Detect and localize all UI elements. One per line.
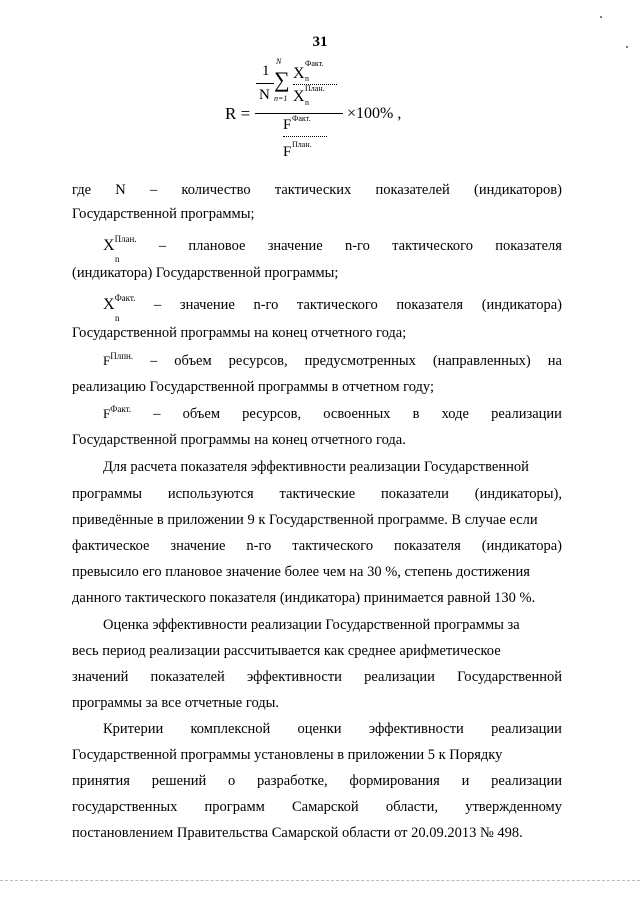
f-fact-def-sup: Факт. bbox=[110, 404, 132, 414]
para-word: реализации bbox=[491, 773, 562, 789]
def-fplan-line1 bbox=[103, 352, 562, 371]
para1-line5: превысило его плановое значение более чем на 30 %, степень достижения bbox=[72, 564, 530, 580]
para-word: комплексной bbox=[190, 721, 271, 737]
def-word: показателя bbox=[396, 297, 464, 313]
para-word: Критерии bbox=[103, 721, 164, 737]
formula-n-denominator: N bbox=[259, 87, 270, 103]
formula-small-fraction-bar bbox=[256, 83, 274, 84]
scan-bottom-edge bbox=[0, 880, 640, 881]
para-word: государственных bbox=[72, 799, 178, 815]
def-word: в bbox=[412, 406, 420, 422]
para-word: Государственной bbox=[457, 669, 562, 685]
para1-line6: данного тактического показателя (индикатора) принимается равной 130 %. bbox=[72, 590, 536, 606]
def-word: тактического bbox=[392, 238, 473, 254]
para-word: значений bbox=[72, 669, 129, 685]
def-word: тактического bbox=[296, 297, 378, 313]
para2-line4: программы за все отчетные годы. bbox=[72, 695, 280, 711]
para-word: (индикатора) bbox=[481, 538, 562, 554]
def-word: предусмотренных bbox=[304, 353, 416, 369]
para1-line4 bbox=[72, 537, 562, 555]
def-n-line2: Государственной программы; bbox=[72, 206, 255, 222]
x-fact-def-sup: Факт. bbox=[114, 293, 136, 303]
def-xplan-line2: (индикатора) Государственной программы; bbox=[72, 265, 339, 281]
f-fact-symbol: F bbox=[283, 117, 292, 133]
def-word: объем bbox=[174, 353, 212, 369]
formula-one: 1 bbox=[262, 63, 270, 79]
def-word: количество bbox=[181, 182, 251, 198]
para-word: показателя bbox=[394, 538, 461, 554]
para-word: тактические bbox=[279, 486, 356, 502]
para-word: оценки bbox=[297, 721, 342, 737]
para-word: показатели bbox=[381, 486, 449, 502]
scan-speck bbox=[600, 16, 602, 18]
para-word: реализации bbox=[491, 721, 562, 737]
def-xfact-line1 bbox=[103, 293, 562, 323]
f-plan-symbol: F bbox=[283, 144, 292, 160]
para-word: программы bbox=[72, 486, 142, 502]
para3-line2: Государственной программы установлены в приложении 5 к Порядку bbox=[72, 747, 503, 763]
def-xfact-line2: Государственной программы на конец отчетного года; bbox=[72, 325, 407, 341]
f-fact-def-symbol bbox=[103, 405, 131, 424]
def-ffact-line1 bbox=[103, 405, 562, 424]
para1-line1: Для расчета показателя эффективности реализации Государственной bbox=[103, 459, 529, 475]
x-plan-def-sup: План. bbox=[114, 234, 137, 244]
x-fact-sub: n bbox=[305, 74, 309, 83]
f-plan-def-symbol bbox=[103, 352, 133, 371]
def-gde: где bbox=[72, 182, 92, 198]
para-word: Самарской bbox=[292, 799, 359, 815]
def-word: (индикатора) bbox=[481, 297, 562, 313]
para-word: эффективности bbox=[368, 721, 464, 737]
def-word: n-го bbox=[253, 297, 279, 313]
para3-line3 bbox=[72, 772, 562, 790]
x-letter: X bbox=[103, 296, 115, 313]
def-word: (индикаторов) bbox=[473, 182, 562, 198]
para3-line5: постановлением Правительства Самарской области от 20.09.2013 № 498. bbox=[72, 825, 523, 841]
x-plan-symbol: X bbox=[293, 88, 305, 105]
def-word: объем bbox=[182, 406, 221, 422]
def-word: (направленных) bbox=[432, 353, 531, 369]
para-word: показателей bbox=[150, 669, 225, 685]
f-fact-sup: Факт. bbox=[292, 114, 311, 123]
x-fact-def-sub: n bbox=[115, 313, 120, 323]
para-word: разработке, bbox=[257, 773, 328, 789]
para-word: (индикаторы), bbox=[474, 486, 562, 502]
para-word: о bbox=[228, 773, 236, 789]
para-word: утвержденному bbox=[465, 799, 562, 815]
x-plan-def-sub: n bbox=[115, 254, 120, 264]
para-word: принятия bbox=[72, 773, 130, 789]
def-word: ресурсов, bbox=[242, 406, 302, 422]
para-word: значение bbox=[170, 538, 226, 554]
def-word: показателей bbox=[375, 182, 450, 198]
f-letter: F bbox=[103, 353, 111, 368]
para-word: n-го bbox=[246, 538, 272, 554]
para-word: решений bbox=[151, 773, 207, 789]
page-number: 31 bbox=[312, 34, 328, 50]
para3-line1 bbox=[103, 720, 562, 738]
para-word: и bbox=[461, 773, 470, 789]
def-word: тактических bbox=[274, 182, 352, 198]
def-word: – bbox=[153, 406, 161, 422]
para3-line4 bbox=[72, 798, 562, 816]
def-word: на bbox=[547, 353, 562, 369]
para2-line1: Оценка эффективности реализации Государственной программы за bbox=[103, 617, 520, 633]
para1-line3: приведённые в приложении 9 к Государственной программе. В случае если bbox=[72, 512, 538, 528]
para-word: программ bbox=[204, 799, 265, 815]
def-n-line1 bbox=[72, 181, 562, 199]
def-word: значение bbox=[179, 297, 235, 313]
def-word: n-го bbox=[344, 238, 370, 254]
para-word: области, bbox=[385, 799, 438, 815]
para2-line2: весь период реализации рассчитывается как среднее арифметическое bbox=[72, 643, 501, 659]
scan-speck bbox=[626, 46, 628, 48]
def-word: – bbox=[158, 238, 167, 254]
sigma-icon: ∑ bbox=[274, 67, 290, 92]
formula-lhs: R = bbox=[225, 104, 251, 123]
def-word: – bbox=[154, 297, 162, 313]
para-word: формирования bbox=[349, 773, 440, 789]
sigma-lower-limit: n=1 bbox=[274, 94, 288, 103]
para-word: реализации bbox=[364, 669, 435, 685]
def-word: ходе bbox=[441, 406, 469, 422]
para-word: фактическое bbox=[72, 538, 150, 554]
def-word: реализации bbox=[491, 406, 562, 422]
def-ffact-line2: Государственной программы на конец отчетного года. bbox=[72, 432, 406, 448]
x-fact-symbol: X bbox=[293, 65, 305, 82]
para1-line2 bbox=[72, 485, 562, 503]
def-xplan-line1 bbox=[103, 234, 562, 264]
x-plan-def-symbol bbox=[103, 234, 137, 264]
def-word: N bbox=[115, 182, 126, 198]
efficiency-formula bbox=[225, 58, 425, 158]
f-plan-sup: План. bbox=[292, 140, 312, 149]
def-word: ресурсов, bbox=[228, 353, 288, 369]
def-word: значение bbox=[267, 238, 323, 254]
def-fplan-line2: реализацию Государственной программы в отчетном году; bbox=[72, 379, 435, 395]
def-word: плановое bbox=[188, 238, 246, 254]
para-word: тактического bbox=[292, 538, 374, 554]
para-word: эффективности bbox=[246, 669, 342, 685]
formula-times-100: ×100% , bbox=[347, 105, 402, 122]
def-word: показателя bbox=[495, 238, 562, 254]
para-word: используются bbox=[167, 486, 254, 502]
f-plan-def-sup: Плпн. bbox=[110, 351, 134, 361]
x-plan-sup: План. bbox=[305, 84, 325, 93]
sigma-upper-limit: N bbox=[276, 57, 282, 66]
x-fact-def-symbol bbox=[103, 293, 136, 323]
x-plan-sub: n bbox=[305, 98, 309, 107]
def-word: освоенных bbox=[323, 406, 391, 422]
x-fact-sup: Факт. bbox=[305, 59, 324, 68]
f-letter: F bbox=[103, 406, 111, 421]
para2-line3 bbox=[72, 668, 562, 686]
f-fraction-bar bbox=[283, 136, 327, 137]
def-word: – bbox=[149, 182, 158, 198]
def-word: – bbox=[150, 353, 158, 369]
x-letter: X bbox=[103, 237, 115, 254]
